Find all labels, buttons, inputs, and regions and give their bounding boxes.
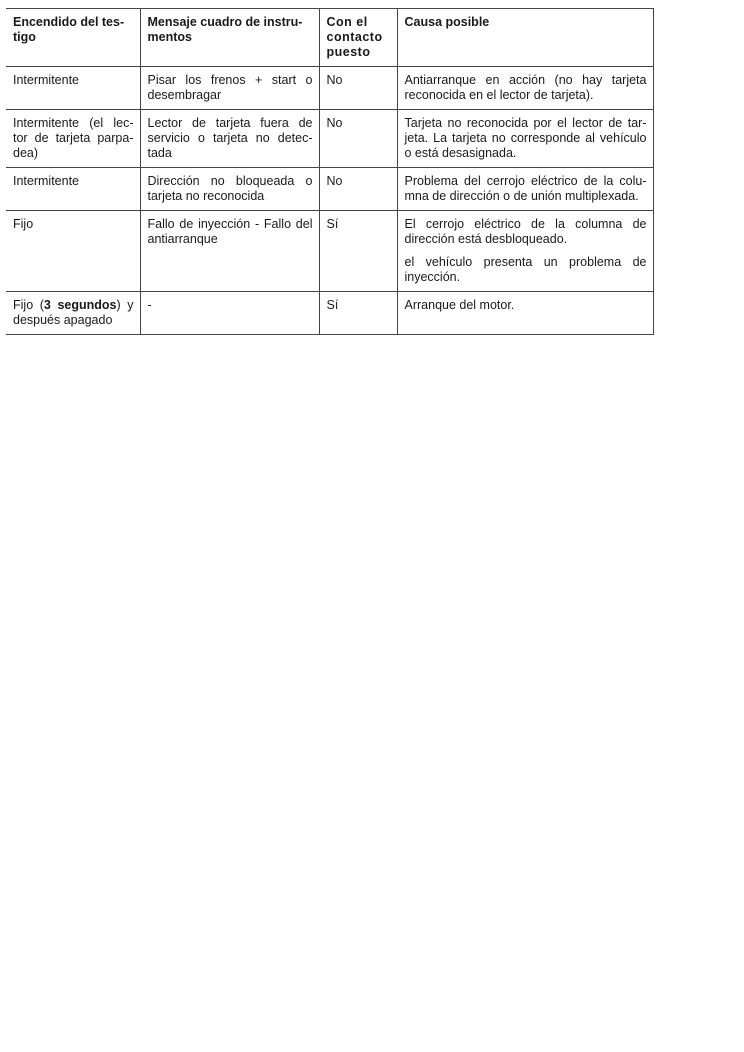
cell-contacto: No — [319, 168, 397, 211]
encendido-bold-duration: 3 segundos — [43, 298, 117, 312]
header-encendido: Encendido del tes-tigo — [6, 9, 140, 67]
causa-text: Tarjeta no reconocida por el lector de tar-jeta. La tarjeta no corresponde al vehículo o está desasignada. — [404, 116, 647, 160]
cell-causa — [397, 168, 653, 211]
cell-causa — [397, 292, 653, 335]
table-row — [6, 292, 653, 335]
cell-causa — [397, 110, 653, 168]
cell-causa — [397, 211, 653, 292]
cell-mensaje: Dirección no bloqueada o tarjeta no reconocida — [140, 168, 319, 211]
table-row — [6, 67, 653, 110]
causa-text: El cerrojo eléctrico de la columna de dirección está desbloqueado. — [404, 217, 647, 246]
causa-text: el vehículo presenta un problema de inyección. — [404, 255, 647, 284]
header-mensaje: Mensaje cuadro de instru-mentos — [140, 9, 319, 67]
cell-contacto: No — [319, 110, 397, 168]
cell-mensaje: Pisar los frenos + start o desembragar — [140, 67, 319, 110]
encendido-text: Fijo ( — [13, 298, 44, 312]
cell-encendido: Intermitente (el lec-tor de tarjeta parpa-dea) — [6, 110, 140, 168]
cell-contacto: Sí — [319, 211, 397, 292]
cell-encendido: Fijo — [6, 211, 140, 292]
cell-causa — [397, 67, 653, 110]
cell-mensaje: - — [140, 292, 319, 335]
cell-encendido: Intermitente — [6, 168, 140, 211]
table-row — [6, 211, 653, 292]
cell-encendido: Intermitente — [6, 67, 140, 110]
causa-text: Problema del cerrojo eléctrico de la colu-mna de dirección o de unión multiplexada. — [404, 174, 647, 203]
causa-text: Arranque del motor. — [404, 298, 515, 312]
table-row — [6, 110, 653, 168]
encendido-text: ) y después apagado — [13, 298, 134, 327]
cell-contacto: No — [319, 67, 397, 110]
cell-mensaje: Lector de tarjeta fuera de servicio o tarjeta no detec-tada — [140, 110, 319, 168]
cell-encendido — [6, 292, 140, 335]
header-contacto: Con el contacto puesto — [319, 9, 397, 67]
status-table — [6, 8, 654, 335]
causa-text: Antiarranque en acción (no hay tarjeta reconocida en el lector de tarjeta). — [404, 73, 647, 102]
table-row — [6, 168, 653, 211]
cell-contacto: Sí — [319, 292, 397, 335]
table-header-row — [6, 9, 653, 67]
cell-mensaje: Fallo de inyección - Fallo del antiarranque — [140, 211, 319, 292]
header-causa: Causa posible — [397, 9, 653, 67]
